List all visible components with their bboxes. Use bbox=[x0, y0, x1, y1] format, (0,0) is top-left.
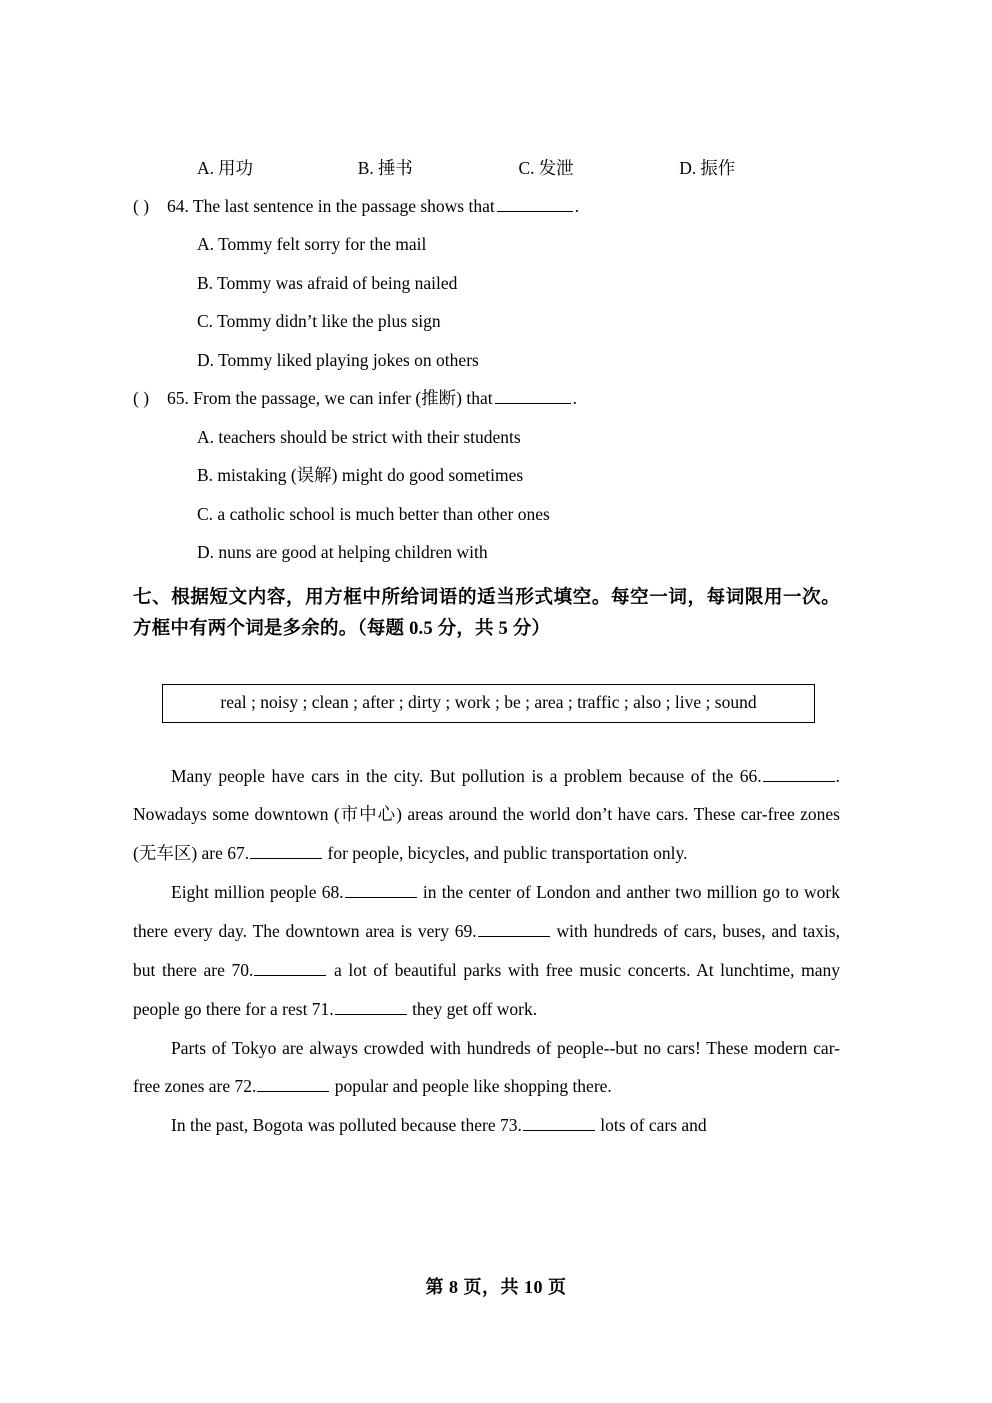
blank-72[interactable] bbox=[257, 1078, 329, 1092]
question-64-option-a[interactable]: A. Tommy felt sorry for the mail bbox=[197, 234, 427, 254]
option-c-text: 发泄 bbox=[538, 158, 574, 178]
word-bank-box: real ; noisy ; clean ; after ; dirty ; work ; be ; area ; traffic ; also ; live ; sound bbox=[162, 684, 815, 723]
option-a-text: 用功 bbox=[218, 158, 254, 178]
blank-71[interactable] bbox=[335, 1001, 407, 1015]
blank-66[interactable] bbox=[763, 768, 835, 782]
passage-p2-text-c: with hundreds of cars, buses, and taxis, but there are 70. bbox=[133, 921, 840, 980]
passage-p1-text-b: . Nowadays some downtown (市中心) areas around the world don’t have cars. These car-free zones (无车区) are 67. bbox=[133, 765, 840, 864]
question-64-option-b[interactable]: B. Tommy was afraid of being nailed bbox=[197, 272, 458, 293]
question-64-answer-bracket[interactable]: ( ) bbox=[133, 195, 150, 216]
page-footer: 第 8 页，共 10 页 bbox=[425, 1277, 567, 1297]
question-65-blank[interactable] bbox=[495, 390, 571, 404]
option-b-letter: B. bbox=[357, 158, 374, 178]
question-64-option-d[interactable]: D. Tommy liked playing jokes on others bbox=[197, 349, 479, 370]
blank-67[interactable] bbox=[250, 845, 322, 859]
passage-paragraph-4 bbox=[133, 1106, 840, 1145]
option-b bbox=[358, 160, 519, 178]
passage-p3-text-b: popular and people like shopping there. bbox=[334, 1076, 612, 1097]
passage-paragraph-2 bbox=[133, 873, 840, 1028]
option-d bbox=[679, 160, 840, 178]
question-65-option-a[interactable]: A. teachers should be strict with their students bbox=[197, 426, 521, 447]
passage-p2-text-a: Eight million people 68. bbox=[171, 882, 344, 903]
question-65-answer-bracket[interactable]: ( ) bbox=[133, 388, 150, 408]
question-65-option-c[interactable]: C. a catholic school is much better than other ones bbox=[197, 503, 550, 524]
option-a bbox=[197, 160, 358, 178]
passage-p1-text-c: for people, bicycles, and public transportation only. bbox=[327, 843, 688, 864]
passage-p2-text-e: they get off work. bbox=[412, 998, 538, 1019]
question-65-stem-end: . bbox=[572, 388, 577, 408]
question-65-stem bbox=[133, 390, 840, 408]
question-65-option-b[interactable]: B. mistaking (误解) might do good sometimes bbox=[197, 465, 524, 485]
passage-p2-text-d: a lot of beautiful parks with free music concerts. At lunchtime, many people go there for a rest 71. bbox=[133, 959, 841, 1019]
option-b-text: 捶书 bbox=[377, 158, 413, 178]
question-65-option-d[interactable]: D. nuns are good at helping children with bbox=[197, 542, 488, 562]
word-bank-container bbox=[133, 684, 840, 723]
option-a-letter: A. bbox=[197, 158, 215, 178]
option-c-letter: C. bbox=[518, 158, 535, 178]
question-64-blank[interactable] bbox=[497, 198, 573, 212]
option-c bbox=[519, 160, 680, 178]
blank-69[interactable] bbox=[478, 923, 550, 937]
blank-73[interactable] bbox=[523, 1117, 595, 1131]
question-64-stem-end: . bbox=[574, 195, 580, 216]
passage-p1-text-a: Many people have cars in the city. But pollution is a problem because of the 66. bbox=[171, 765, 762, 786]
question-65-stem-text: 65. From the passage, we can infer (推断) that bbox=[167, 388, 493, 408]
passage-paragraph-3 bbox=[133, 1029, 840, 1107]
chinese-options-row bbox=[133, 160, 840, 178]
option-d-letter: D. bbox=[679, 158, 697, 178]
page-content bbox=[133, 160, 840, 1145]
passage-p3-text-a: Parts of Tokyo are always crowded with hundreds of people--but no cars! These modern car-free zones are 72. bbox=[133, 1037, 840, 1097]
question-64-stem-text: 64. The last sentence in the passage shows that bbox=[167, 195, 495, 216]
section-seven-heading: 七、根据短文内容，用方框中所给词语的适当形式填空。每空一词，每词限用一次。方框中有两个词是多余的。（每题 0.5 分，共 5 分） bbox=[133, 587, 840, 640]
blank-68[interactable] bbox=[345, 884, 417, 898]
option-d-text: 振作 bbox=[700, 158, 736, 178]
question-64-option-c[interactable]: C. Tommy didn’t like the plus sign bbox=[197, 311, 441, 331]
passage-p4-text-a: In the past, Bogota was polluted because there 73. bbox=[171, 1115, 522, 1136]
blank-70[interactable] bbox=[254, 962, 326, 976]
passage-p4-text-b: lots of cars and bbox=[600, 1115, 707, 1136]
passage-p2-text-b: in the center of London and anther two million go to work there every day. The downtown area is very 69. bbox=[133, 882, 840, 941]
passage-paragraph-1 bbox=[133, 757, 840, 874]
question-64-stem bbox=[133, 195, 840, 216]
